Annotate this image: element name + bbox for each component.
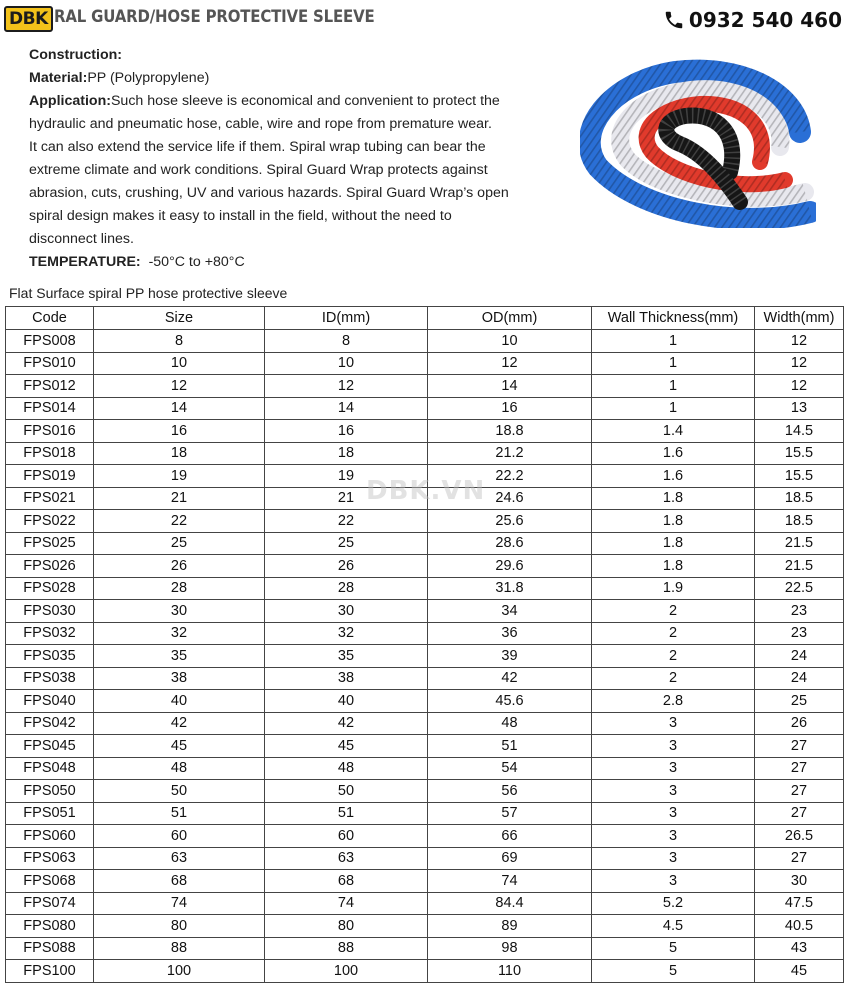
cell-od: 84.4 bbox=[428, 892, 592, 915]
cell-id: 45 bbox=[265, 735, 428, 758]
cell-wall-thickness: 3 bbox=[592, 802, 755, 825]
cell-width: 15.5 bbox=[755, 442, 844, 465]
cell-od: 89 bbox=[428, 915, 592, 938]
table-header-row bbox=[6, 307, 844, 330]
cell-code: FPS080 bbox=[6, 915, 94, 938]
table-row bbox=[6, 825, 844, 848]
cell-width: 25 bbox=[755, 690, 844, 713]
cell-width: 30 bbox=[755, 870, 844, 893]
cell-size: 48 bbox=[94, 757, 265, 780]
cell-code: FPS016 bbox=[6, 420, 94, 443]
table-row bbox=[6, 645, 844, 668]
cell-od: 24.6 bbox=[428, 487, 592, 510]
cell-width: 47.5 bbox=[755, 892, 844, 915]
cell-code: FPS100 bbox=[6, 960, 94, 983]
cell-code: FPS025 bbox=[6, 532, 94, 555]
cell-od: 51 bbox=[428, 735, 592, 758]
table-caption: Flat Surface spiral PP hose protective sleeve bbox=[9, 285, 288, 301]
cell-wall-thickness: 3 bbox=[592, 712, 755, 735]
cell-id: 51 bbox=[265, 802, 428, 825]
cell-width: 21.5 bbox=[755, 532, 844, 555]
cell-od: 21.2 bbox=[428, 442, 592, 465]
table-row bbox=[6, 442, 844, 465]
cell-size: 16 bbox=[94, 420, 265, 443]
table-row bbox=[6, 510, 844, 533]
cell-od: 18.8 bbox=[428, 420, 592, 443]
application-line: extreme climate and work conditions. Spiral Guard Wrap protects against bbox=[29, 162, 488, 178]
cell-id: 19 bbox=[265, 465, 428, 488]
cell-width: 12 bbox=[755, 330, 844, 353]
cell-code: FPS021 bbox=[6, 487, 94, 510]
table-row bbox=[6, 690, 844, 713]
cell-size: 12 bbox=[94, 375, 265, 398]
cell-wall-thickness: 3 bbox=[592, 825, 755, 848]
cell-wall-thickness: 1.9 bbox=[592, 577, 755, 600]
table-row bbox=[6, 892, 844, 915]
table-row bbox=[6, 600, 844, 623]
temperature-label: TEMPERATURE: bbox=[29, 254, 141, 270]
cell-wall-thickness: 1 bbox=[592, 352, 755, 375]
cell-od: 29.6 bbox=[428, 555, 592, 578]
cell-code: FPS019 bbox=[6, 465, 94, 488]
cell-width: 14.5 bbox=[755, 420, 844, 443]
cell-wall-thickness: 3 bbox=[592, 757, 755, 780]
application-label: Application: bbox=[29, 93, 111, 109]
table-row bbox=[6, 667, 844, 690]
application-line: Such hose sleeve is economical and convenient to protect the bbox=[110, 93, 500, 109]
material-label: Material: bbox=[29, 70, 88, 86]
page-title: RAL GUARD/HOSE PROTECTIVE SLEEVE bbox=[54, 7, 375, 27]
cell-width: 15.5 bbox=[755, 465, 844, 488]
cell-id: 38 bbox=[265, 667, 428, 690]
cell-code: FPS063 bbox=[6, 847, 94, 870]
cell-width: 24 bbox=[755, 645, 844, 668]
cell-code: FPS026 bbox=[6, 555, 94, 578]
cell-code: FPS010 bbox=[6, 352, 94, 375]
cell-width: 12 bbox=[755, 375, 844, 398]
cell-wall-thickness: 3 bbox=[592, 870, 755, 893]
cell-wall-thickness: 1.8 bbox=[592, 510, 755, 533]
col-header-code: Code bbox=[6, 307, 94, 330]
cell-width: 18.5 bbox=[755, 487, 844, 510]
temperature-value: -50°C to +80°C bbox=[148, 254, 245, 270]
table-row bbox=[6, 622, 844, 645]
cell-code: FPS045 bbox=[6, 735, 94, 758]
cell-od: 25.6 bbox=[428, 510, 592, 533]
col-header-wall-thickness: Wall Thickness(mm) bbox=[592, 307, 755, 330]
cell-wall-thickness: 2.8 bbox=[592, 690, 755, 713]
cell-size: 8 bbox=[94, 330, 265, 353]
cell-wall-thickness: 2 bbox=[592, 667, 755, 690]
cell-width: 27 bbox=[755, 757, 844, 780]
cell-wall-thickness: 1.8 bbox=[592, 555, 755, 578]
watermark: DBK.VN bbox=[366, 476, 486, 506]
col-header-id: ID(mm) bbox=[265, 307, 428, 330]
table-body bbox=[6, 330, 844, 983]
cell-od: 16 bbox=[428, 397, 592, 420]
cell-size: 10 bbox=[94, 352, 265, 375]
cell-od: 42 bbox=[428, 667, 592, 690]
cell-wall-thickness: 1.6 bbox=[592, 465, 755, 488]
cell-wall-thickness: 2 bbox=[592, 622, 755, 645]
cell-od: 10 bbox=[428, 330, 592, 353]
table-row bbox=[6, 780, 844, 803]
cell-code: FPS060 bbox=[6, 825, 94, 848]
application-line: abrasion, cuts, crushing, UV and various hazards. Spiral Guard Wrap’s open bbox=[29, 185, 509, 201]
phone-icon bbox=[663, 9, 685, 31]
cell-id: 10 bbox=[265, 352, 428, 375]
table-row bbox=[6, 375, 844, 398]
cell-size: 51 bbox=[94, 802, 265, 825]
construction-label: Construction: bbox=[29, 47, 122, 63]
cell-width: 24 bbox=[755, 667, 844, 690]
cell-id: 8 bbox=[265, 330, 428, 353]
cell-wall-thickness: 1.8 bbox=[592, 532, 755, 555]
cell-width: 40.5 bbox=[755, 915, 844, 938]
cell-od: 110 bbox=[428, 960, 592, 983]
col-header-od: OD(mm) bbox=[428, 307, 592, 330]
cell-width: 26 bbox=[755, 712, 844, 735]
cell-wall-thickness: 1 bbox=[592, 375, 755, 398]
cell-od: 56 bbox=[428, 780, 592, 803]
cell-id: 28 bbox=[265, 577, 428, 600]
cell-id: 63 bbox=[265, 847, 428, 870]
table-row bbox=[6, 532, 844, 555]
cell-code: FPS040 bbox=[6, 690, 94, 713]
cell-wall-thickness: 5 bbox=[592, 960, 755, 983]
cell-size: 38 bbox=[94, 667, 265, 690]
cell-size: 28 bbox=[94, 577, 265, 600]
application-line: It can also extend the service life if them. Spiral wrap tubing can bear the bbox=[29, 139, 486, 155]
temperature-line bbox=[29, 251, 574, 274]
cell-code: FPS068 bbox=[6, 870, 94, 893]
cell-code: FPS088 bbox=[6, 937, 94, 960]
header bbox=[4, 2, 844, 32]
cell-width: 45 bbox=[755, 960, 844, 983]
cell-od: 69 bbox=[428, 847, 592, 870]
cell-wall-thickness: 1.6 bbox=[592, 442, 755, 465]
table-row bbox=[6, 757, 844, 780]
cell-size: 14 bbox=[94, 397, 265, 420]
cell-id: 21 bbox=[265, 487, 428, 510]
cell-size: 74 bbox=[94, 892, 265, 915]
table-row bbox=[6, 420, 844, 443]
phone-contact[interactable] bbox=[663, 8, 842, 32]
cell-width: 21.5 bbox=[755, 555, 844, 578]
brand-logo: DBK bbox=[4, 6, 53, 32]
cell-id: 80 bbox=[265, 915, 428, 938]
cell-id: 40 bbox=[265, 690, 428, 713]
cell-code: FPS028 bbox=[6, 577, 94, 600]
cell-size: 50 bbox=[94, 780, 265, 803]
cell-id: 68 bbox=[265, 870, 428, 893]
cell-width: 27 bbox=[755, 780, 844, 803]
cell-wall-thickness: 1 bbox=[592, 330, 755, 353]
cell-id: 35 bbox=[265, 645, 428, 668]
table-row bbox=[6, 330, 844, 353]
table-row bbox=[6, 735, 844, 758]
cell-size: 60 bbox=[94, 825, 265, 848]
cell-size: 21 bbox=[94, 487, 265, 510]
cell-wall-thickness: 3 bbox=[592, 735, 755, 758]
cell-code: FPS014 bbox=[6, 397, 94, 420]
spec-table bbox=[5, 306, 844, 983]
table-row bbox=[6, 937, 844, 960]
cell-size: 63 bbox=[94, 847, 265, 870]
cell-width: 13 bbox=[755, 397, 844, 420]
cell-size: 88 bbox=[94, 937, 265, 960]
cell-od: 28.6 bbox=[428, 532, 592, 555]
cell-width: 26.5 bbox=[755, 825, 844, 848]
cell-code: FPS035 bbox=[6, 645, 94, 668]
table-row bbox=[6, 397, 844, 420]
cell-id: 60 bbox=[265, 825, 428, 848]
table-row bbox=[6, 802, 844, 825]
cell-width: 27 bbox=[755, 847, 844, 870]
cell-wall-thickness: 2 bbox=[592, 600, 755, 623]
material-value: PP (Polypropylene) bbox=[87, 70, 210, 86]
cell-code: FPS051 bbox=[6, 802, 94, 825]
cell-id: 42 bbox=[265, 712, 428, 735]
cell-size: 19 bbox=[94, 465, 265, 488]
table-row bbox=[6, 960, 844, 983]
cell-width: 18.5 bbox=[755, 510, 844, 533]
cell-wall-thickness: 5 bbox=[592, 937, 755, 960]
cell-id: 26 bbox=[265, 555, 428, 578]
cell-od: 36 bbox=[428, 622, 592, 645]
application-line: spiral design makes it easy to install in the field, without the need to bbox=[29, 208, 452, 224]
cell-wall-thickness: 1.8 bbox=[592, 487, 755, 510]
cell-code: FPS050 bbox=[6, 780, 94, 803]
cell-wall-thickness: 1.4 bbox=[592, 420, 755, 443]
cell-id: 48 bbox=[265, 757, 428, 780]
cell-od: 54 bbox=[428, 757, 592, 780]
col-header-size: Size bbox=[94, 307, 265, 330]
cell-id: 12 bbox=[265, 375, 428, 398]
cell-od: 14 bbox=[428, 375, 592, 398]
cell-wall-thickness: 4.5 bbox=[592, 915, 755, 938]
cell-size: 100 bbox=[94, 960, 265, 983]
cell-od: 22.2 bbox=[428, 465, 592, 488]
cell-width: 43 bbox=[755, 937, 844, 960]
table-row bbox=[6, 870, 844, 893]
cell-width: 27 bbox=[755, 802, 844, 825]
cell-size: 30 bbox=[94, 600, 265, 623]
cell-od: 39 bbox=[428, 645, 592, 668]
cell-width: 27 bbox=[755, 735, 844, 758]
application-line: hydraulic and pneumatic hose, cable, wire and rope from premature wear. bbox=[29, 116, 492, 132]
cell-id: 18 bbox=[265, 442, 428, 465]
cell-od: 48 bbox=[428, 712, 592, 735]
cell-size: 40 bbox=[94, 690, 265, 713]
cell-od: 45.6 bbox=[428, 690, 592, 713]
cell-od: 98 bbox=[428, 937, 592, 960]
cell-id: 14 bbox=[265, 397, 428, 420]
cell-od: 12 bbox=[428, 352, 592, 375]
cell-size: 18 bbox=[94, 442, 265, 465]
cell-od: 31.8 bbox=[428, 577, 592, 600]
cell-width: 12 bbox=[755, 352, 844, 375]
cell-code: FPS032 bbox=[6, 622, 94, 645]
cell-size: 35 bbox=[94, 645, 265, 668]
phone-number: 0932 540 460 bbox=[688, 8, 842, 32]
cell-size: 32 bbox=[94, 622, 265, 645]
cell-width: 23 bbox=[755, 600, 844, 623]
cell-od: 66 bbox=[428, 825, 592, 848]
cell-id: 25 bbox=[265, 532, 428, 555]
cell-id: 88 bbox=[265, 937, 428, 960]
cell-wall-thickness: 3 bbox=[592, 847, 755, 870]
cell-code: FPS018 bbox=[6, 442, 94, 465]
cell-od: 34 bbox=[428, 600, 592, 623]
cell-id: 22 bbox=[265, 510, 428, 533]
cell-size: 22 bbox=[94, 510, 265, 533]
table-row bbox=[6, 555, 844, 578]
cell-wall-thickness: 1 bbox=[592, 397, 755, 420]
cell-code: FPS008 bbox=[6, 330, 94, 353]
cell-size: 42 bbox=[94, 712, 265, 735]
cell-od: 57 bbox=[428, 802, 592, 825]
cell-size: 25 bbox=[94, 532, 265, 555]
spiral-hose-photo bbox=[580, 52, 816, 228]
cell-code: FPS038 bbox=[6, 667, 94, 690]
cell-code: FPS022 bbox=[6, 510, 94, 533]
cell-code: FPS042 bbox=[6, 712, 94, 735]
cell-code: FPS074 bbox=[6, 892, 94, 915]
cell-id: 50 bbox=[265, 780, 428, 803]
cell-size: 80 bbox=[94, 915, 265, 938]
cell-od: 74 bbox=[428, 870, 592, 893]
col-header-width: Width(mm) bbox=[755, 307, 844, 330]
cell-size: 45 bbox=[94, 735, 265, 758]
cell-wall-thickness: 2 bbox=[592, 645, 755, 668]
cell-width: 23 bbox=[755, 622, 844, 645]
cell-code: FPS048 bbox=[6, 757, 94, 780]
table-row bbox=[6, 352, 844, 375]
cell-id: 16 bbox=[265, 420, 428, 443]
cell-id: 32 bbox=[265, 622, 428, 645]
cell-size: 68 bbox=[94, 870, 265, 893]
cell-id: 74 bbox=[265, 892, 428, 915]
cell-code: FPS012 bbox=[6, 375, 94, 398]
cell-width: 22.5 bbox=[755, 577, 844, 600]
table-row bbox=[6, 712, 844, 735]
application-line: disconnect lines. bbox=[29, 231, 134, 247]
table-row bbox=[6, 577, 844, 600]
cell-wall-thickness: 5.2 bbox=[592, 892, 755, 915]
cell-size: 26 bbox=[94, 555, 265, 578]
cell-id: 30 bbox=[265, 600, 428, 623]
table-row bbox=[6, 847, 844, 870]
cell-code: FPS030 bbox=[6, 600, 94, 623]
cell-id: 100 bbox=[265, 960, 428, 983]
product-description bbox=[29, 44, 574, 274]
application-paragraph bbox=[29, 90, 574, 251]
material-line bbox=[29, 67, 574, 90]
table-row bbox=[6, 915, 844, 938]
cell-wall-thickness: 3 bbox=[592, 780, 755, 803]
